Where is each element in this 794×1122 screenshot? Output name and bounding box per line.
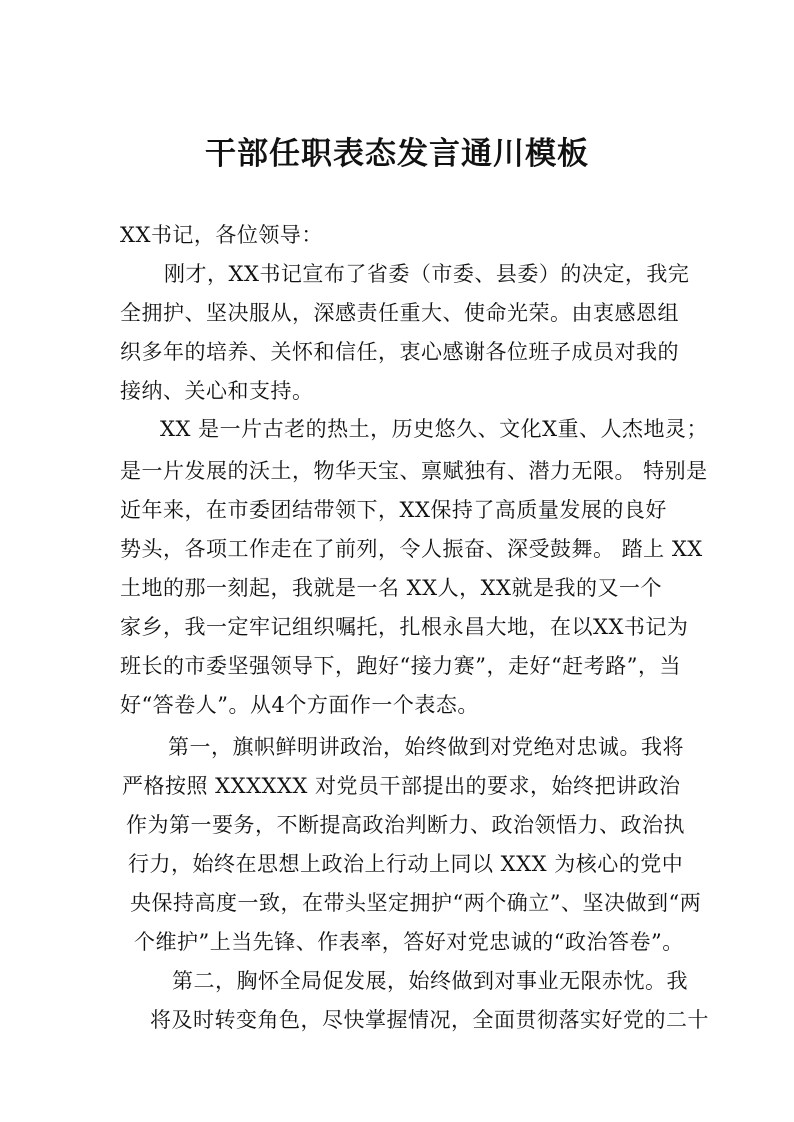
- salutation-line: XX书记，各位领导：: [120, 223, 323, 247]
- paragraph-line: 将及时转变角色，尽快掌握情况，全面贯彻落实好党的二十: [150, 1008, 709, 1032]
- paragraph-line: 第二，胸怀全局促发展，始终做到对事业无限赤忱。我: [172, 969, 688, 993]
- document-title: 干部任职表态发言通川模板: [205, 136, 589, 172]
- paragraph-line: 个维护”上当先锋、作表率，答好对党忠诚的“政治答卷”。: [134, 930, 684, 954]
- paragraph-line: 第一，旗帜鲜明讲政治，始终做到对党绝对忠诚。我将: [168, 735, 684, 759]
- paragraph-line: 作为第一要务，不断提高政治判断力、政治领悟力、政治执: [126, 813, 685, 837]
- paragraph-line: 刚才，XX书记宣布了省委（市委、县委）的决定，我完: [164, 262, 690, 286]
- paragraph-line: 央保持高度一致，在带头坚定拥护“两个确立”、坚决做到“两: [130, 891, 702, 915]
- paragraph-line: 土地的那一刻起，我就是一名 XX人，XX就是我的又一个: [120, 576, 662, 600]
- paragraph-line: 是一片发展的沃土，物华天宝、禀赋独有、潜力无限。 特别是: [120, 459, 708, 483]
- paragraph-line: 织多年的培养、关怀和信任，衷心感谢各位班子成员对我的: [120, 340, 679, 364]
- paragraph-line: 家乡，我一定牢记组织嘱托，扎根永昌大地，在以XX书记为: [120, 615, 689, 639]
- paragraph-line: 接纳、关心和支持。: [120, 379, 314, 403]
- paragraph-line: 势头，各项工作走在了前列，令人振奋、深受鼓舞。 踏上 XX: [120, 537, 703, 561]
- paragraph-line: 严格按照 XXXXXX 对党员干部提出的要求，始终把讲政治: [122, 774, 681, 798]
- paragraph-line: 近年来，在市委团结带领下，XX保持了高质量发展的良好: [120, 498, 667, 522]
- paragraph-line: XX 是一片古老的热土，历史悠久、文化X重、人杰地灵；: [160, 417, 709, 441]
- paragraph-line: 班长的市委坚强领导下，跑好“接力赛”，走好“赶考路”，当: [120, 654, 681, 678]
- paragraph-line: 全拥护、坚决服从，深感责任重大、使命光荣。由衷感恩组: [120, 301, 679, 325]
- paragraph-line: 行力，始终在思想上政治上行动上同以 XXX 为核心的党中: [128, 852, 684, 876]
- paragraph-line: 好“答卷人”。从4个方面作一个表态。: [120, 693, 479, 717]
